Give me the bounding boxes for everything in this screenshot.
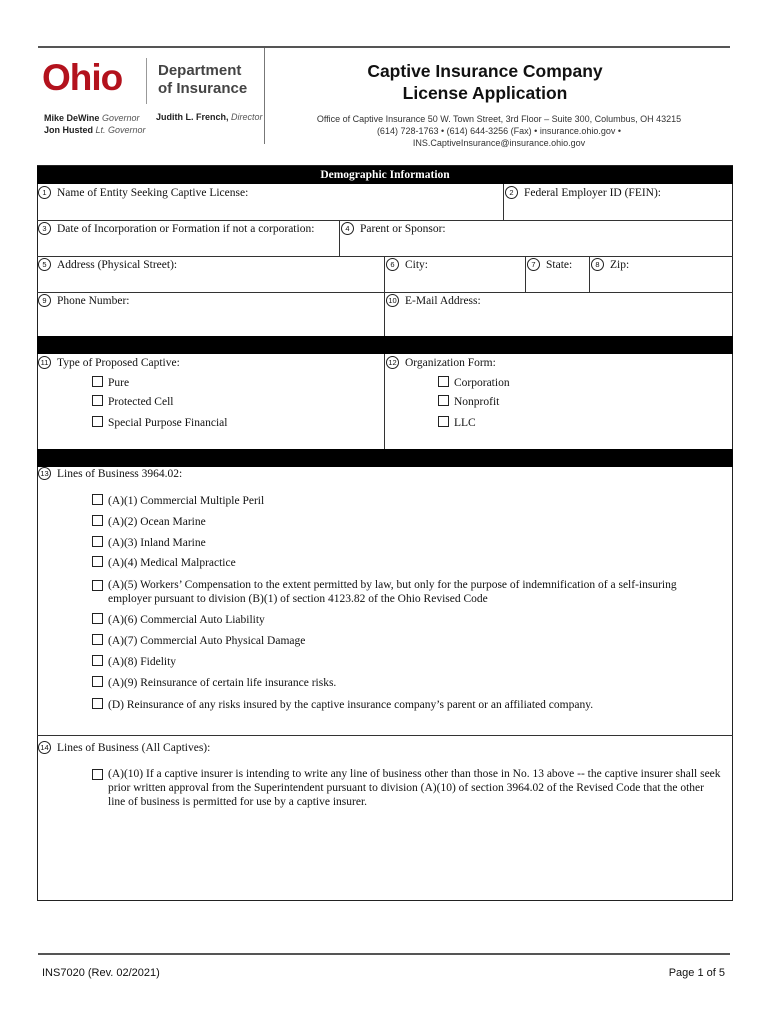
logo-divider bbox=[146, 58, 147, 104]
checkbox[interactable] bbox=[92, 536, 103, 547]
field-label: Federal Employer ID (FEIN): bbox=[524, 187, 662, 199]
field-number: 12 bbox=[386, 356, 399, 369]
organization-form-label bbox=[386, 356, 496, 370]
lines-business-all-label bbox=[38, 741, 210, 755]
option-label: Corporation bbox=[454, 377, 510, 389]
field-label: Name of Entity Seeking Captive License: bbox=[57, 187, 249, 199]
field-label: State: bbox=[546, 259, 573, 271]
field-label: E-Mail Address: bbox=[405, 295, 481, 307]
checkbox[interactable] bbox=[438, 416, 449, 427]
officials bbox=[44, 112, 146, 136]
field-label: City: bbox=[405, 259, 429, 271]
divider bbox=[37, 256, 733, 257]
director-name: Judith L. French, bbox=[156, 112, 229, 122]
option-label: LLC bbox=[454, 417, 476, 429]
option-a5[interactable] bbox=[92, 578, 722, 606]
checkbox[interactable] bbox=[92, 769, 103, 780]
office-line2: (614) 728-1763 • (614) 644-3256 (Fax) • insurance.ohio.gov • INS.CaptiveInsurance@insurance.ohio.gov bbox=[376, 126, 622, 148]
field-number: 10 bbox=[386, 294, 399, 307]
department-name bbox=[158, 62, 247, 98]
section-bar bbox=[37, 336, 733, 354]
checkbox[interactable] bbox=[92, 556, 103, 567]
field-number: 8 bbox=[591, 258, 604, 271]
divider bbox=[384, 354, 385, 449]
lt-governor-title: Lt. Governor bbox=[95, 125, 146, 135]
option-a3[interactable] bbox=[92, 536, 206, 550]
field-label: Address (Physical Street): bbox=[57, 259, 178, 271]
field-number: 2 bbox=[505, 186, 518, 199]
checkbox[interactable] bbox=[92, 515, 103, 526]
field-number: 1 bbox=[38, 186, 51, 199]
page-number: Page 1 of 5 bbox=[668, 967, 725, 979]
option-a4[interactable] bbox=[92, 556, 236, 570]
divider bbox=[503, 184, 504, 221]
option-label: (A)(1) Commercial Multiple Peril bbox=[108, 495, 265, 507]
dept-line1: Department bbox=[158, 62, 242, 79]
field-label: Parent or Sponsor: bbox=[360, 223, 446, 235]
option-label: (A)(7) Commercial Auto Physical Damage bbox=[108, 635, 306, 647]
field-number: 9 bbox=[38, 294, 51, 307]
governor-title: Governor bbox=[101, 113, 140, 123]
option-label: (A)(4) Medical Malpractice bbox=[108, 557, 236, 569]
option-corporation[interactable] bbox=[438, 376, 510, 390]
lt-governor-name: Jon Husted bbox=[44, 125, 94, 135]
header-divider bbox=[264, 48, 265, 144]
field-entity-name[interactable] bbox=[38, 186, 248, 200]
field-state[interactable] bbox=[527, 258, 572, 272]
title-line1: Captive Insurance Company bbox=[367, 61, 603, 81]
field-email[interactable] bbox=[386, 294, 481, 308]
divider bbox=[339, 220, 340, 256]
director-title: Director bbox=[231, 112, 263, 122]
governor-name: Mike DeWine bbox=[44, 113, 100, 123]
divider bbox=[37, 220, 733, 221]
divider bbox=[384, 256, 385, 336]
checkbox[interactable] bbox=[92, 494, 103, 505]
option-a2[interactable] bbox=[92, 515, 206, 529]
divider bbox=[37, 292, 733, 293]
divider bbox=[37, 735, 733, 736]
field-number: 11 bbox=[38, 356, 51, 369]
title-line2: License Application bbox=[402, 83, 568, 103]
field-label: Lines of Business 3964.02: bbox=[57, 468, 183, 480]
ohio-logo: Ohio bbox=[42, 57, 123, 98]
field-fein[interactable] bbox=[505, 186, 661, 200]
section-bar bbox=[37, 449, 733, 467]
captive-type-label bbox=[38, 356, 180, 370]
checkbox[interactable] bbox=[92, 655, 103, 666]
option-label: Protected Cell bbox=[108, 396, 174, 408]
checkbox[interactable] bbox=[92, 634, 103, 645]
checkbox[interactable] bbox=[438, 395, 449, 406]
field-parent-sponsor[interactable] bbox=[341, 222, 446, 236]
field-number: 13 bbox=[38, 467, 51, 480]
field-number: 14 bbox=[38, 741, 51, 754]
checkbox[interactable] bbox=[92, 416, 103, 427]
field-label: Lines of Business (All Captives): bbox=[57, 742, 211, 754]
field-phone[interactable] bbox=[38, 294, 130, 308]
form-title bbox=[300, 60, 670, 104]
option-label: (D) Reinsurance of any risks insured by the captive insurance company’s parent or an affiliated company. bbox=[108, 699, 594, 711]
field-label: Type of Proposed Captive: bbox=[57, 357, 180, 369]
option-a8[interactable] bbox=[92, 655, 176, 669]
option-label: (A)(3) Inland Marine bbox=[108, 537, 206, 549]
field-number: 5 bbox=[38, 258, 51, 271]
divider bbox=[589, 256, 590, 293]
field-number: 7 bbox=[527, 258, 540, 271]
field-label: Organization Form: bbox=[405, 357, 496, 369]
field-address[interactable] bbox=[38, 258, 177, 272]
checkbox[interactable] bbox=[92, 580, 103, 591]
option-protected-cell[interactable] bbox=[92, 395, 173, 409]
option-label: (A)(6) Commercial Auto Liability bbox=[108, 614, 265, 626]
option-label: Pure bbox=[108, 377, 130, 389]
option-a10[interactable] bbox=[92, 767, 722, 809]
option-d[interactable] bbox=[92, 698, 593, 712]
field-number: 4 bbox=[341, 222, 354, 235]
field-number: 3 bbox=[38, 222, 51, 235]
option-nonprofit[interactable] bbox=[438, 395, 499, 409]
option-pure[interactable] bbox=[92, 376, 129, 390]
form-id: INS7020 (Rev. 02/2021) bbox=[42, 967, 160, 979]
demographic-heading: Demographic Information bbox=[37, 166, 733, 184]
director bbox=[156, 112, 263, 122]
option-label: Special Purpose Financial bbox=[108, 417, 228, 429]
checkbox[interactable] bbox=[92, 676, 103, 687]
office-contact bbox=[294, 113, 704, 149]
top-rule bbox=[38, 46, 730, 48]
option-label: (A)(9) Reinsurance of certain life insurance risks. bbox=[108, 677, 337, 689]
field-label: Date of Incorporation or Formation if not a corporation: bbox=[57, 223, 315, 235]
option-a9[interactable] bbox=[92, 676, 336, 690]
option-llc[interactable] bbox=[438, 416, 476, 430]
checkbox[interactable] bbox=[438, 376, 449, 387]
option-label: (A)(8) Fidelity bbox=[108, 656, 177, 668]
option-special-purpose[interactable] bbox=[92, 416, 227, 430]
option-label: (A)(10) If a captive insurer is intending to write any line of business other than those in No. 13 above -- the captive insurer shall seek prior written approval from the Superintendent pursuant to division (A)(10) of section 3964.02 of the Revised Code that the other line of business is permitted for use by a captive insurer. bbox=[108, 768, 721, 808]
field-city[interactable] bbox=[386, 258, 428, 272]
option-a6[interactable] bbox=[92, 613, 265, 627]
lines-business-3964-label bbox=[38, 467, 182, 481]
field-incorporation-date[interactable] bbox=[38, 222, 314, 236]
divider bbox=[525, 256, 526, 293]
checkbox[interactable] bbox=[92, 613, 103, 624]
field-number: 6 bbox=[386, 258, 399, 271]
checkbox[interactable] bbox=[92, 376, 103, 387]
option-label: (A)(2) Ocean Marine bbox=[108, 516, 206, 528]
option-label: (A)(5) Workers’ Compensation to the extent permitted by law, but only for the purpose of indemnification of a self-insuring employer pursuant to division (B)(1) of section 4123.82 of the Ohio Revised Code bbox=[108, 579, 677, 605]
office-line1: Office of Captive Insurance 50 W. Town Street, 3rd Floor – Suite 300, Columbus, OH 43215 bbox=[316, 114, 682, 124]
option-a1[interactable] bbox=[92, 494, 264, 508]
field-label: Phone Number: bbox=[57, 295, 130, 307]
field-label: Zip: bbox=[610, 259, 630, 271]
option-label: Nonprofit bbox=[454, 396, 500, 408]
option-a7[interactable] bbox=[92, 634, 305, 648]
bottom-rule bbox=[38, 953, 730, 955]
field-zip[interactable] bbox=[591, 258, 629, 272]
dept-line2: of Insurance bbox=[158, 80, 248, 97]
checkbox[interactable] bbox=[92, 395, 103, 406]
checkbox[interactable] bbox=[92, 698, 103, 709]
